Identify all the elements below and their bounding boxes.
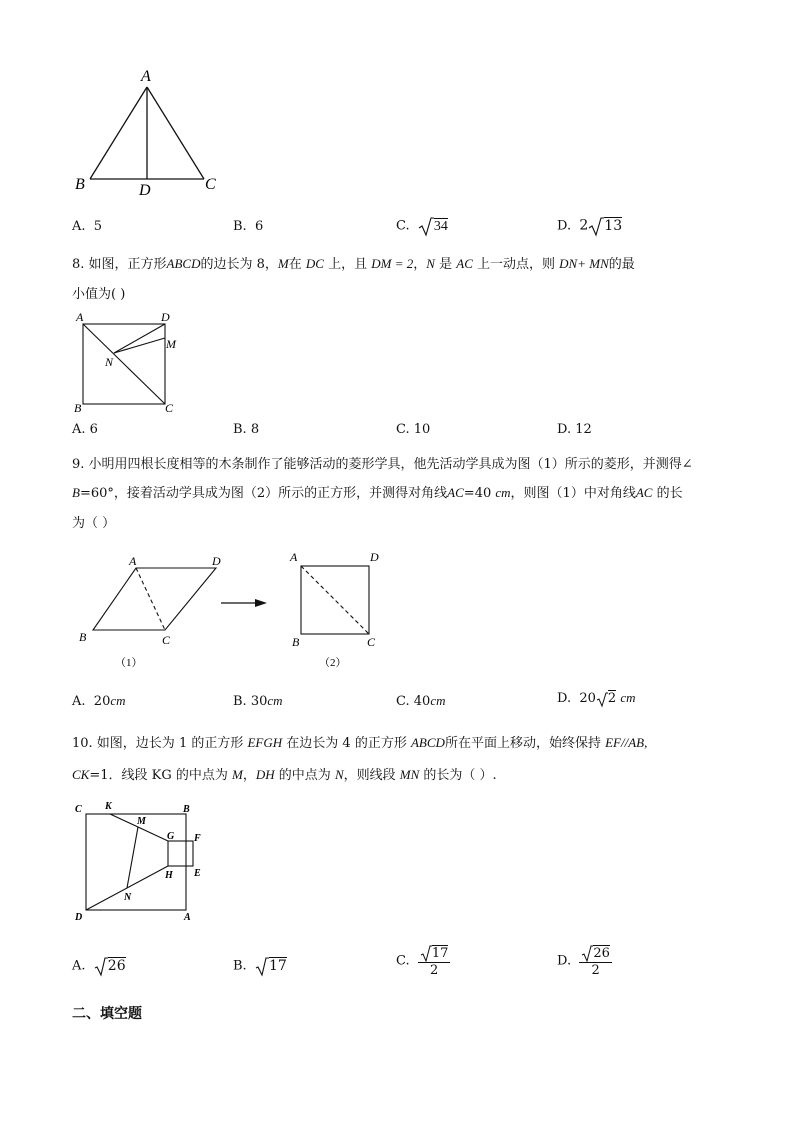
q8-option-b[interactable]: B. 8 bbox=[233, 422, 260, 437]
q8-label-n: N bbox=[105, 355, 114, 369]
q10-square-efgh bbox=[168, 841, 193, 866]
q7-side-ab bbox=[90, 87, 147, 179]
q7-option-c[interactable] bbox=[396, 216, 448, 236]
option-letter: A. bbox=[72, 219, 86, 234]
option-value: 5 bbox=[93, 219, 103, 234]
q9-rhombus-abcd bbox=[93, 568, 216, 630]
q9-fig2-label-b: B bbox=[292, 635, 300, 649]
q10-label-n: N bbox=[124, 892, 132, 903]
coefficient: 2 bbox=[579, 217, 589, 234]
q7-label-a: A bbox=[141, 68, 151, 85]
q7-option-a[interactable] bbox=[72, 219, 102, 234]
radicand: 13 bbox=[604, 217, 623, 234]
coefficient: 20 bbox=[579, 691, 596, 706]
q10-label-b: B bbox=[183, 804, 190, 815]
q7-label-b: B bbox=[75, 176, 85, 193]
fraction bbox=[418, 944, 451, 978]
arrow-right-icon bbox=[221, 597, 271, 609]
q9-question-line1: 9. 小明用四根长度相等的木条制作了能够活动的菱形学具，他先活动学具成为图（1）所示的菱形，并测得∠ bbox=[72, 457, 693, 472]
q8-option-a[interactable]: A. 6 bbox=[72, 422, 98, 437]
sqrt-symbol bbox=[588, 216, 622, 236]
q9-fig2-caption: （2） bbox=[319, 657, 347, 669]
denominator: 2 bbox=[430, 963, 439, 978]
q8-label-b: B bbox=[74, 401, 82, 415]
q9-fig1-label-d: D bbox=[212, 554, 221, 568]
radicand: 2 bbox=[607, 691, 617, 706]
q9-diagonal-ac-dashed-2 bbox=[301, 566, 369, 634]
q8-label-d: D bbox=[161, 310, 170, 324]
option-letter: B. bbox=[233, 219, 247, 234]
q10-segment-mn bbox=[127, 827, 138, 888]
q10-squares-figure bbox=[72, 797, 222, 927]
radicand: 17 bbox=[268, 957, 287, 974]
q9-square-figure bbox=[286, 548, 396, 668]
q9-fig1-label-b: B bbox=[79, 630, 87, 644]
sqrt-symbol bbox=[94, 956, 126, 976]
sqrt-symbol bbox=[581, 944, 610, 962]
q8-segment-mn bbox=[114, 338, 165, 353]
q9-option-c[interactable]: C. 40cm bbox=[396, 693, 446, 709]
q9-fig1-label-a: A bbox=[129, 554, 137, 568]
denominator: 2 bbox=[591, 963, 600, 978]
q7-option-d[interactable] bbox=[557, 216, 622, 236]
q9-fig2-label-c: C bbox=[367, 635, 376, 649]
q8-option-c[interactable]: C. 10 bbox=[396, 422, 431, 437]
section-title-fill-in: 二、填空题 bbox=[72, 1006, 142, 1022]
q8-label-a: A bbox=[76, 310, 84, 324]
q9-option-d[interactable]: D. 20 2 cm bbox=[557, 690, 636, 706]
q9-rhombus-figure bbox=[75, 552, 235, 672]
q7-option-b[interactable] bbox=[233, 219, 263, 234]
q8-question-line1: 8. 如图，正方形ABCD的边长为 8，M在 DC 上，且 DM = 2，N 是 AC 上一动点，则 DN+ MN的最 bbox=[72, 256, 635, 272]
q8-diagonal-ac bbox=[83, 324, 165, 404]
radicand: 34 bbox=[433, 218, 448, 234]
q7-label-d: D bbox=[139, 182, 151, 199]
q10-label-c: C bbox=[75, 804, 82, 815]
q10-label-m: M bbox=[137, 816, 146, 827]
sqrt-symbol bbox=[596, 691, 616, 707]
q9-diagonal-ac-dashed bbox=[136, 568, 165, 630]
q10-label-a: A bbox=[184, 912, 191, 923]
sqrt-symbol bbox=[418, 216, 448, 236]
radicand: 17 bbox=[431, 945, 449, 961]
q8-question-line2: 小值为( ) bbox=[72, 287, 126, 302]
q10-question-line1: 10. 如图，边长为 1 的正方形 EFGH 在边长为 4 的正方形 ABCD所在平面上移动，始终保持 EF//AB, bbox=[72, 735, 648, 751]
q10-option-b[interactable]: B. 17 bbox=[233, 956, 287, 976]
q9-option-b[interactable]: B. 30cm bbox=[233, 693, 283, 709]
q8-label-c: C bbox=[165, 401, 174, 415]
q10-question-line2: CK=1．线段 KG 的中点为 M，DH 的中点为 N，则线段 MN 的长为（ ）. bbox=[72, 767, 497, 783]
q10-option-a[interactable]: A. 26 bbox=[72, 956, 126, 976]
radicand: 26 bbox=[107, 957, 126, 974]
option-letter: D. bbox=[557, 218, 572, 234]
q8-label-m: M bbox=[166, 337, 176, 351]
q10-label-f: F bbox=[194, 833, 201, 844]
q9-question-line2: B=60°，接着活动学具成为图（2）所示的正方形，并测得对角线AC=40 cm，则图（1）中对角线AC 的长 bbox=[72, 485, 683, 501]
option-value: 6 bbox=[254, 219, 264, 234]
q10-square-abcd bbox=[86, 814, 186, 910]
q9-fig2-label-a: A bbox=[290, 550, 298, 564]
q9-option-a[interactable]: A. 20cm bbox=[72, 693, 126, 709]
fraction bbox=[579, 944, 612, 978]
q8-square-figure bbox=[72, 308, 192, 413]
q10-label-e: E bbox=[194, 868, 201, 879]
q7-side-ac bbox=[147, 87, 204, 179]
q9-fig1-label-c: C bbox=[162, 633, 171, 647]
q7-label-c: C bbox=[205, 176, 216, 193]
sqrt-symbol bbox=[420, 944, 449, 962]
q10-option-d[interactable]: D. $\frac{26}{2}$ bbox=[557, 945, 610, 978]
q10-option-c[interactable]: C. $\frac{17}{2}$ bbox=[396, 945, 449, 978]
q10-label-d: D bbox=[75, 912, 83, 923]
q7-triangle-figure bbox=[70, 65, 230, 199]
q9-question-line3: 为（ ） bbox=[72, 516, 116, 531]
option-letter: C. bbox=[396, 218, 410, 234]
q10-label-g: G bbox=[167, 831, 175, 842]
q9-fig1-caption: （1） bbox=[115, 657, 143, 669]
q8-segment-dn bbox=[114, 324, 165, 353]
q10-label-h: H bbox=[165, 870, 173, 881]
q8-option-d[interactable]: D. 12 bbox=[557, 422, 592, 437]
q9-fig2-label-d: D bbox=[370, 550, 379, 564]
sqrt-symbol bbox=[255, 956, 287, 976]
q10-label-k: K bbox=[105, 801, 112, 812]
radicand: 26 bbox=[593, 945, 610, 961]
